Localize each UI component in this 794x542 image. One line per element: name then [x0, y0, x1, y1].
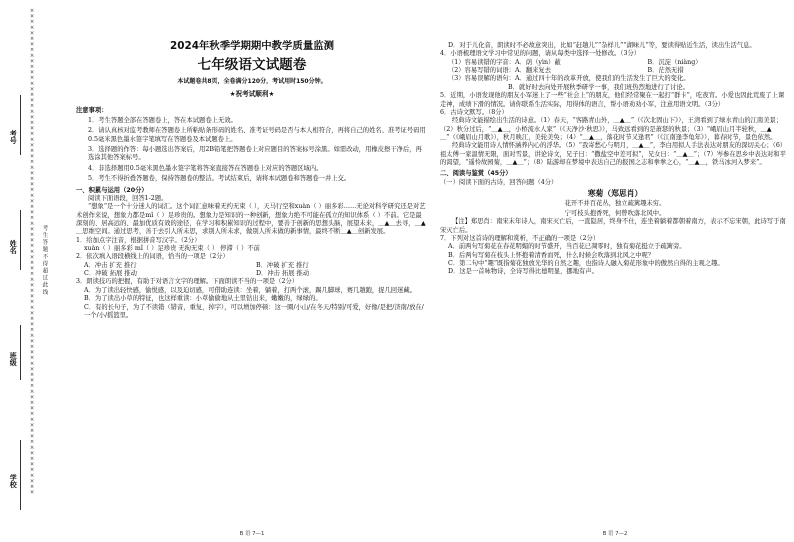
question-2-options	[76, 262, 428, 270]
poem-note: 【注】郑思肖：南宋末年诗人，南宋灭亡后，一直隐居，终身不仕，连坐着躺着都朝着南方，表示不忘宋朝，此诗写于南宋灭亡后。	[440, 218, 786, 234]
notes-heading: 注意事项：	[76, 106, 108, 114]
exam-page-right	[440, 0, 790, 542]
section-heading: 二、阅读与鉴赏（45分）	[440, 170, 512, 178]
option-a: A．冲击 扩充 推行	[84, 261, 137, 269]
seal-line-warning: 考生答题不得超过此线	[41, 225, 48, 296]
poem-title: 寒菊（郑思肖）	[587, 189, 643, 199]
seal-line-crosses: ×××××××××××××××××××××××××××××××××××××××××××××××××××××××××××××××××××××××××××××××××××××××	[29, 8, 35, 496]
question-6-body: 经典诗文能用诗人情怀涵养内心的浮华。（5）“我寄愁心与明月，＿▲＿”，李白用拟人手法表达对朋友的深切关心；（6）祖太傅一家温情无限，面对雪景，讲论诗文，兄子曰：“撒盐空中差可拟”，兄女曰：“＿▲＿”；（7）岑参在思乡中表达对和平的渴望，“遥怜故园菊，＿▲＿”；（8）陆游却在梦境中表达自己的报国之志和拳拳之心，“＿▲＿，铁马冰河入梦来”。	[440, 142, 787, 167]
question-2: 2．依次填入语段横线上的词语，恰当的一项是（2分）	[76, 253, 229, 261]
option-a: A．前两句写菊花在春花明媚的时节盛开，当百花已凋零时，独有菊花挺立于疏篱旁。	[448, 243, 686, 251]
exam-title: 2024年秋季学期期中教学质量监测	[170, 40, 334, 52]
question-6: 6．古诗文默写。（8分）	[440, 108, 508, 116]
option-b: B．后两句写菊在枝头上怀抱着清香而死，什么时候会吹落到北风之中呢？	[448, 251, 655, 259]
page-footer: B 语 7—1	[239, 530, 265, 537]
section-heading: 一、积累与运用（20分）	[76, 186, 148, 194]
poem-line: 宁可枝头抱香死，何曾吹落北风中。	[564, 209, 666, 217]
exam-number-label: 考号	[9, 130, 18, 144]
option-d: D．冲击 拓展 推动	[256, 270, 310, 278]
class-line	[20, 325, 21, 380]
note-item: 3．选择题的作答：每小题选出答案后，用2B铅笔把答题卷上对应题目的答案标号涂黑。如需改动，用橡皮擦干净后，再选涂其他答案标号。	[88, 146, 422, 162]
poem-line: 花开不并百花丛，独立疏篱趣未穷。	[564, 200, 666, 208]
name-label: 姓名	[9, 240, 18, 254]
option-d: D．这是一首咏物诗，全诗写得比德明显，挪地有声。	[448, 268, 598, 276]
note-item: 1．考生答题全部在答题卷上，答在本试题卷上无效。	[88, 117, 237, 124]
q4-item: （1）容易读错的字音：A．荫（yìn）蔽	[448, 58, 561, 66]
option-a: A．为了读出轻快感，愉悦感，以及迫切感，可借助连读：坐着，躺着，打两个滚，踢几脚球，赛几趟跑，捉几回迷藏。	[84, 286, 416, 294]
exam-subtitle: 七年级语文试题卷	[197, 56, 307, 73]
question-3: 3．朗读技巧的把握，有助于对语言文字的理解。下面朗读不当的一项是（2分）	[76, 278, 299, 286]
question-4-row: B．就好时去向处开展秋季研学一事，我们班热烈地进行了讨论。	[508, 83, 689, 91]
note-item: 2．请认真核对监考教师在答题卷上所粘贴条形码的姓名、准考证号码是否与本人相符合，再将自己的姓名、准考证号码用0.5毫米黑色墨水签字笔填写在答题卷及本试题卷上。	[88, 127, 426, 143]
good-luck-line: ★祝考试顺利★	[229, 89, 275, 98]
q4-item: B．沉淀（niàng）	[647, 58, 702, 66]
question-1: 1．给加点字注音，根据拼音写汉字。（2分）	[76, 236, 201, 244]
note-item: 5．考生不得折叠答题卷，保持答题卷的整洁。考试结束后，请将本试题卷和答题卷一并上交。	[88, 175, 351, 183]
option-c: C．第二句中“趣”既指菊花独放光华的自然之趣，也指诗人融入菊花形象中的傲然自得的主观之趣。	[448, 259, 724, 267]
school-line	[20, 440, 21, 510]
option-d: D．对于儿化音，朗读时不必故意突出，比如“赶趟儿”“杂样儿”“湖味儿”等，要读得贴近生活，读出生活气息。	[448, 42, 756, 49]
exam-number-line	[20, 95, 21, 155]
reading-intro: 阅读下面语段，回答1-2题。	[88, 194, 168, 202]
exam-info: 本试题卷共8页，全卷满分120分，考试用时150分钟。	[177, 77, 327, 85]
question-4-row	[440, 59, 790, 67]
q4-item: （2）容易写错的词语：A．翻来复去	[448, 67, 552, 75]
question-4-row: （3）容易误解的语句：A．通过四十年的改革开放，使我们的生活发生了巨大的变化。	[448, 75, 690, 83]
exam-page-left	[76, 0, 428, 542]
option-b: B．冲破 扩充 推行	[256, 261, 309, 269]
option-c: C．有的长句子，为了不读错（错音，重复，掉字），可以增加停顿：这一圈/小山/在冬天/特别/可爱，好像/是把/济南/放在/一个/小/摇篮里。	[84, 303, 424, 319]
question-5: 5．近期，小语发现他的朋友小军迷上了一些“社会上”的朋友，他们经常聚在一起打“群卡”，吃夜宵。小爱也因此荒废了上课走神，成绩下滑的情况。请你联系生活实际，用得体的语言，帮小语劝劝小军，注意用语文明。（3分）	[440, 92, 785, 108]
question-4: 4．小语梳理语文学习中常见的问题，请从每类中选择一处修改。（3分）	[440, 50, 641, 58]
class-label: 班级	[9, 352, 18, 366]
question-6-body: 经典诗文能描绘出生活的诗意。（1）春天，“客路青山外，＿▲＿”（《次北固山下》），王湾看到了绿水青山的江南美景；（2）秋分过后，“＿▲＿，小桥流水人家”（《天净沙·秋思》），马致远看到的是萧瑟的秋景；（3）“峨眉山月半轮秋，＿▲＿”（《峨眉山月歌》），秋月映江，美轮美奂；（4）“＿▲＿，落花时节又逢君”（《江南逢李龟年》），暮春时节，景色依然。	[440, 117, 783, 141]
passage-paragraph: “想象”是一个十分迷人的词汇。这个词汇意味着无约无束（ ），天马行空和xuàn（ ）丽多彩……无论对科学研究还是对艺术创作来说，想象力都是mǐ（ ）足珍贵的。想象力是知识的一种创新，想象力绝不可能在孤立的知识体系（ ）不前。它是最深刻的、居高远的、最加优质有效的途径，在学习和积累知识的过程中，要善于创新的思想头脑，展望未来，＿▲＿去寻，＿▲＿思维空间。通过思考，善于去引人所未思，求别人所未求，做别人所未做的新事情，最终不断＿▲＿创新发展。	[76, 203, 426, 236]
name-line	[20, 210, 21, 270]
school-label: 学校	[9, 474, 18, 488]
question-1-items: xuàn（ ）丽多彩 mǐ（ ）足珍贵 无拘无束（ ） 停滞（ ）不前	[84, 245, 260, 253]
q4-item: B．茫然无措	[647, 67, 684, 75]
page-footer: B 语 7—2	[602, 530, 628, 537]
option-b: B．为了读出小草的特征，也这样重读：小草偷偷地从土里钻出来，嫩嫩的，绿绿的。	[84, 295, 322, 303]
note-item: 4．非选择题用0.5毫米黑色墨水签字笔将答案直接答在答题卷上对应的答题区域内。	[88, 164, 323, 172]
option-c: C．冲破 拓展 推动	[84, 270, 137, 278]
binding-margin	[0, 0, 62, 542]
question-7: 7．下列对这首诗的理解和赏析，不正确的一项是（2分）	[440, 234, 600, 242]
subsection-heading: （一）阅读下面的古诗，回答问题（4分）	[440, 178, 558, 186]
